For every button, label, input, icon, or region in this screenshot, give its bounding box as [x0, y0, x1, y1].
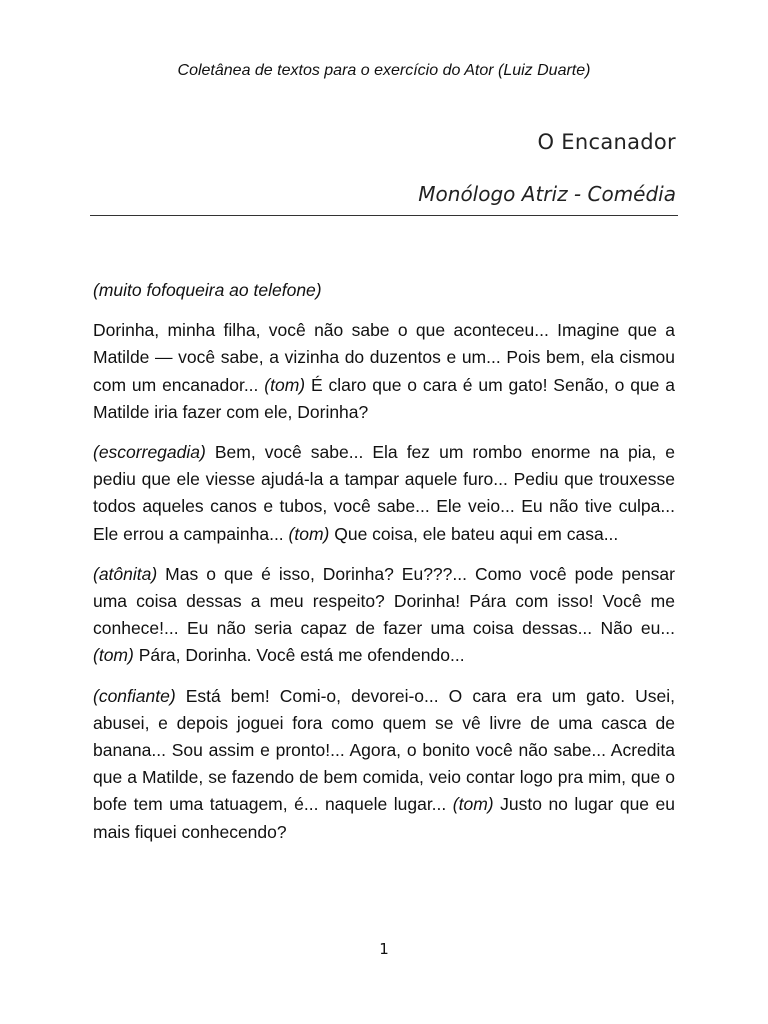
monologue-body: [93, 277, 675, 859]
stage-direction: (tom): [93, 645, 134, 666]
dialogue-text: É claro que o cara é um gato! Senão, o que a Matilde iria fazer com ele, Dorinha?: [93, 374, 675, 422]
stage-direction: (escorregadia): [93, 442, 206, 463]
page-number: 1: [379, 940, 389, 958]
dialogue-text: Está bem! Comi-o, devorei-o... O cara era um gato. Usei, abusei, e depois joguei fora como quem se vê livre de uma casca de banana... Sou assim e pronto!... Agora, o bonito você não sabe... Acredita que a Matilde, se fazendo de bem comida, veio contar logo pra mim, que o bofe tem uma tatuagem, é... naquele lugar...: [93, 685, 675, 815]
paragraph-1: [93, 277, 675, 304]
stage-direction: (tom): [288, 523, 330, 544]
document-title: O Encanador: [537, 130, 676, 154]
paragraph-3: [93, 439, 675, 548]
stage-direction: (confiante): [93, 685, 176, 706]
dialogue-text: Que coisa, ele bateu aqui em casa...: [329, 523, 619, 544]
title-divider: [90, 215, 678, 216]
stage-direction: (muito fofoqueira ao telefone): [93, 280, 322, 300]
document-subtitle: Monólogo Atriz - Comédia: [418, 182, 676, 206]
dialogue-text: Mas o que é isso, Dorinha? Eu???... Como você pode pensar uma coisa dessas a meu respeito? Dorinha! Pára com isso! Você me conhece!... Eu não seria capaz de fazer uma coisa dessas... Não eu...: [93, 563, 675, 639]
dialogue-text: Bem, você sabe... Ela fez um rombo enorme na pia, e pediu que ele viesse ajudá-la a tampar aquele furo... Pediu que trouxesse todos aqueles canos e tubos, você sabe... Ele veio... Eu não tive culpa... Ele errou a campainha...: [93, 442, 675, 544]
paragraph-5: [93, 683, 675, 846]
dialogue-text: Dorinha, minha filha, você não sabe o que aconteceu... Imagine que a Matilde — você sabe, a vizinha do duzentos e um... Pois bem, ela cismou com um encanador...: [93, 320, 675, 395]
stage-direction: (atônita): [93, 563, 158, 584]
paragraph-2: [93, 317, 675, 426]
stage-direction: (tom): [264, 374, 306, 395]
running-header: Coletânea de textos para o exercício do Ator (Luiz Duarte): [177, 62, 591, 79]
stage-direction: (tom): [452, 794, 494, 815]
paragraph-4: [93, 561, 675, 670]
dialogue-text: Justo no lugar que eu mais fiquei conhecendo?: [93, 794, 675, 842]
dialogue-text: Pára, Dorinha. Você está me ofendendo...: [133, 645, 465, 666]
